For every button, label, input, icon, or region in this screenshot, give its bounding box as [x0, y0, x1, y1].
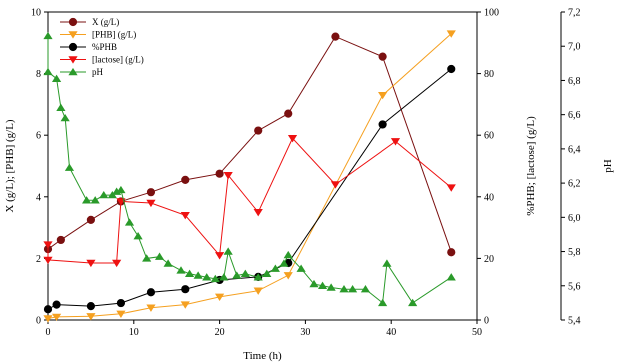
legend-marker-x-g-l — [69, 18, 76, 25]
y-right2-tick-label: 6,6 — [568, 110, 581, 122]
data-point-ph — [176, 266, 185, 273]
y-right2-tick-label: 5,4 — [568, 315, 581, 327]
data-point-x-g-l — [255, 127, 262, 134]
data-point-ph — [447, 273, 456, 280]
y-right1-tick-label: 80 — [484, 69, 494, 81]
data-point-phb-g-l — [43, 315, 52, 322]
y-right2-tick-label: 6,4 — [568, 144, 581, 156]
series-line-lactose-g-l — [48, 138, 451, 263]
data-point-lactose-g-l — [224, 172, 233, 179]
data-point-phb — [117, 299, 124, 306]
x-tick-label: 40 — [386, 327, 397, 338]
data-point-x-g-l — [448, 249, 455, 256]
y-left-tick-label: 4 — [36, 192, 41, 204]
data-point-x-g-l — [216, 170, 223, 177]
data-point-ph — [133, 232, 142, 239]
series-phb-g-l — [43, 30, 455, 322]
data-point-ph — [61, 114, 70, 121]
data-point-ph — [309, 280, 318, 287]
data-point-x-g-l — [87, 216, 94, 223]
data-point-x-g-l — [379, 53, 386, 60]
y-right1-tick-label: 60 — [484, 130, 494, 142]
data-point-phb — [44, 306, 51, 313]
x-tick-label: 50 — [472, 327, 482, 338]
data-point-phb — [53, 301, 60, 308]
x-tick-label: 10 — [128, 327, 139, 338]
data-point-ph — [65, 164, 74, 171]
y-right2-tick-label: 7,0 — [568, 41, 581, 53]
legend-label-lactose-g-l: [lactose] (g/L) — [92, 54, 144, 65]
data-point-ph — [43, 32, 52, 39]
y-left-axis-title: X (g/L); [PHB] (g/L) — [4, 119, 16, 213]
y-right1-tick-label: 20 — [484, 253, 494, 265]
data-point-phb-g-l — [378, 92, 387, 99]
data-point-ph — [262, 270, 271, 277]
legend-label-phb-g-l: [PHB] (g/L) — [92, 29, 137, 40]
data-point-lactose-g-l — [215, 252, 224, 259]
legend-label-x-g-l: X (g/L) — [92, 17, 120, 27]
legend-item-x-g-l — [60, 17, 119, 27]
data-point-x-g-l — [285, 110, 292, 117]
series-phb — [44, 65, 454, 312]
data-point-ph — [125, 218, 134, 225]
x-tick-label: 0 — [45, 327, 51, 338]
data-point-ph — [185, 270, 194, 277]
data-point-lactose-g-l — [331, 181, 340, 188]
y-right1-tick-label: 40 — [484, 192, 494, 204]
data-point-x-g-l — [57, 236, 64, 243]
y-right1-axis-title: %PHB; [lactose] (g/L) — [525, 116, 537, 216]
series-line-phb — [48, 69, 451, 309]
data-point-ph — [382, 259, 391, 266]
y-right2-axis-title: pH — [602, 159, 614, 173]
y-right2-tick-label: 5,8 — [568, 247, 581, 259]
data-point-ph — [224, 247, 233, 254]
y-right1-tick-label: 0 — [484, 315, 489, 327]
series-x-g-l — [44, 33, 454, 256]
y-left-tick-label: 6 — [36, 130, 41, 142]
data-point-x-g-l — [147, 189, 154, 196]
data-point-lactose-g-l — [146, 200, 155, 207]
x-tick-label: 20 — [214, 327, 225, 338]
data-point-phb — [379, 121, 386, 128]
series-lactose-g-l — [43, 135, 455, 267]
y-left-tick-label: 8 — [36, 69, 41, 81]
series-ph — [43, 29, 455, 306]
data-point-phb — [182, 286, 189, 293]
legend-label-ph: pH — [92, 67, 103, 77]
y-right2-tick-label: 6,0 — [568, 212, 581, 224]
y-left-tick-label: 0 — [36, 315, 41, 327]
data-point-ph — [43, 68, 52, 75]
x-tick-label: 30 — [300, 327, 311, 338]
data-point-phb — [448, 65, 455, 72]
y-right2-tick-label: 7,2 — [568, 7, 581, 19]
y-right2-tick-label: 5,6 — [568, 281, 581, 293]
data-point-phb — [87, 303, 94, 310]
data-point-lactose-g-l — [447, 184, 456, 191]
data-point-ph — [155, 253, 164, 260]
y-right2-tick-label: 6,8 — [568, 75, 581, 87]
series-line-phb-g-l — [48, 34, 451, 319]
legend-marker-phb — [69, 43, 76, 50]
data-point-x-g-l — [182, 176, 189, 183]
data-point-phb-g-l — [284, 272, 293, 279]
data-point-ph — [56, 104, 65, 111]
legend-item-phb-g-l — [60, 30, 136, 40]
legend-item-phb — [60, 42, 117, 52]
y-right1-tick-label: 100 — [484, 7, 499, 19]
legend — [60, 17, 144, 77]
y-right2-tick-label: 6,2 — [568, 178, 581, 190]
data-point-ph — [241, 270, 250, 277]
legend-item-lactose-g-l — [60, 55, 144, 65]
legend-label-phb: %PHB — [92, 42, 118, 52]
y-left-tick-label: 10 — [31, 7, 41, 19]
data-point-ph — [408, 299, 417, 306]
data-point-ph — [271, 265, 280, 272]
data-point-lactose-g-l — [254, 209, 263, 216]
y-left-tick-label: 2 — [36, 253, 41, 265]
legend-item-ph — [60, 67, 104, 77]
x-axis-title: Time (h) — [243, 350, 282, 362]
series-layer — [43, 30, 455, 322]
data-point-ph — [284, 251, 293, 258]
data-point-phb — [147, 289, 154, 296]
data-point-x-g-l — [332, 33, 339, 40]
